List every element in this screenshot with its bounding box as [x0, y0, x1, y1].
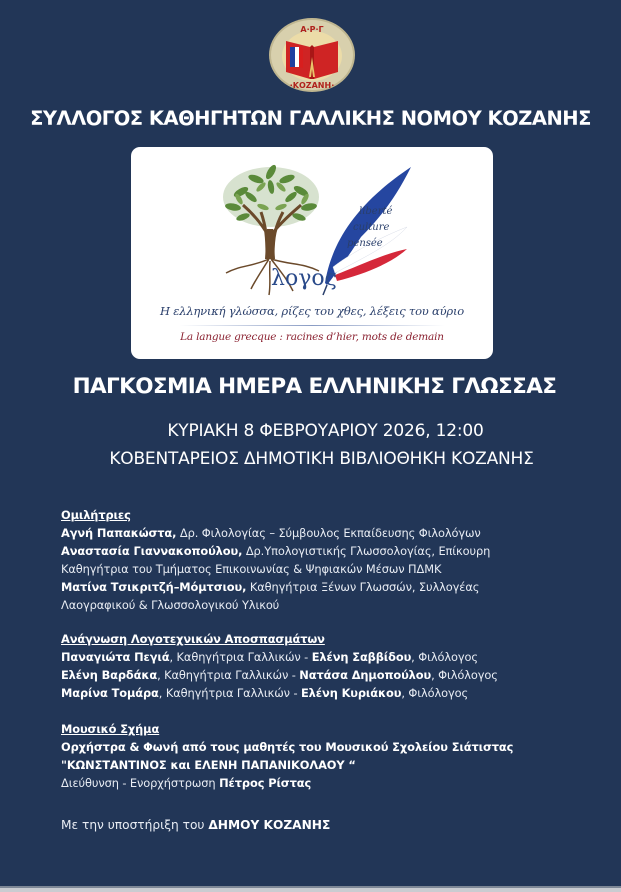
- event-title: ΠΑΓΚΟΣΜΙΑ ΗΜΕΡΑ ΕΛΛΗΝΙΚΗΣ ΓΛΩΣΣΑΣ: [72, 374, 557, 399]
- speaker-row-continuation: Λαογραφικού & Γλωσσολογικού Υλικού: [61, 598, 280, 612]
- svg-text:pensée: pensée: [347, 238, 383, 249]
- speakers-heading: Ομιλήτριες: [61, 508, 131, 522]
- greek-tagline: Η ελληνική γλώσσα, ρίζες του χθες, λέξεις του αύριο: [160, 304, 464, 318]
- speaker-row-continuation: Καθηγήτρια του Τμήματος Επικοινωνίας & Ψηφιακών Μέσων ΠΔΜΚ: [61, 562, 442, 576]
- reader-row: Παναγιώτα Πεγιά, Καθηγήτρια Γαλλικών - Ελένη Σαββίδου, Φιλόλογος: [61, 650, 478, 664]
- reader-row: Μαρίνα Τομάρα, Καθηγήτρια Γαλλικών - Ελένη Κυριάκου, Φιλόλογος: [61, 686, 469, 700]
- speakers-section: [61, 506, 490, 614]
- svg-text:Α·Ρ·Γ: Α·Ρ·Γ: [300, 25, 324, 34]
- tagline-divider: [179, 325, 445, 326]
- reading-section: [61, 630, 498, 702]
- svg-text:culture: culture: [353, 222, 390, 233]
- music-direction: Διεύθυνση - Ενορχήστρωση Πέτρος Ρίστας: [61, 776, 312, 790]
- bottom-edge: [0, 886, 621, 892]
- reader-row: Ελένη Βαρδάκα, Καθηγήτρια Γαλλικών - Νατάσα Δημοπούλου, Φιλόλογος: [61, 668, 498, 682]
- music-section: [61, 720, 513, 792]
- speaker-row: Ματίνα Τσικριτζή–Μόμτσιου, Καθηγήτρια Ξένων Γλωσσών, Συλλογέας: [61, 580, 480, 594]
- event-date-time: ΚΥΡΙΑΚΗ 8 ΦΕΒΡΟΥΑΡΙΟΥ 2026, 12:00: [167, 421, 484, 441]
- music-school-name: "ΚΩΝΣΤΑΝΤΙΝΟΣ και ΕΛΕΝΗ ΠΑΠΑΝΙΚΟΛΑΟΥ “: [61, 758, 356, 772]
- organization-title: ΣΥΛΛΟΓΟΣ ΚΑΘΗΓΗΤΩΝ ΓΑΛΛΙΚΗΣ ΝΟΜΟΥ ΚΟΖΑΝΗΣ: [30, 107, 591, 130]
- book-eiffel-logo-icon: [268, 17, 356, 93]
- music-ensemble: Ορχήστρα & Φωνή από τους μαθητές του Μουσικού Σχολείου Σιάτιστας: [61, 740, 514, 754]
- svg-text:liberté: liberté: [359, 206, 393, 217]
- french-tagline: La langue grecque : racines d’hier, mots de demain: [180, 331, 444, 343]
- tree-and-quill-illustration: [211, 157, 421, 297]
- speaker-row: Αναστασία Γιαννακοπούλου, Δρ.Υπολογιστικής Γλωσσολογίας, Επίκουρη: [61, 544, 491, 558]
- theme-card: [131, 147, 493, 359]
- speaker-row: Αγνή Παπακώστα, Δρ. Φιλολογίας – Σύμβουλος Εκπαίδευσης Φιλολόγων: [61, 526, 481, 540]
- music-heading: Μουσικό Σχήμα: [61, 722, 160, 736]
- association-logo: [268, 17, 356, 93]
- logos-wordmark: λογος: [271, 266, 337, 291]
- svg-text:·ΚΟΖΑΝΗ·: ·ΚΟΖΑΝΗ·: [289, 81, 335, 90]
- event-venue: ΚΟΒΕΝΤΑΡΕΙΟΣ ΔΗΜΟΤΙΚΗ ΒΙΒΛΙΟΘΗΚΗ ΚΟΖΑΝΗΣ: [109, 449, 534, 469]
- reading-heading: Ανάγνωση Λογοτεχνικών Αποσπασμάτων: [61, 632, 325, 646]
- support-credit: Με την υποστήριξη του ΔΗΜΟΥ ΚΟΖΑΝΗΣ: [61, 818, 331, 832]
